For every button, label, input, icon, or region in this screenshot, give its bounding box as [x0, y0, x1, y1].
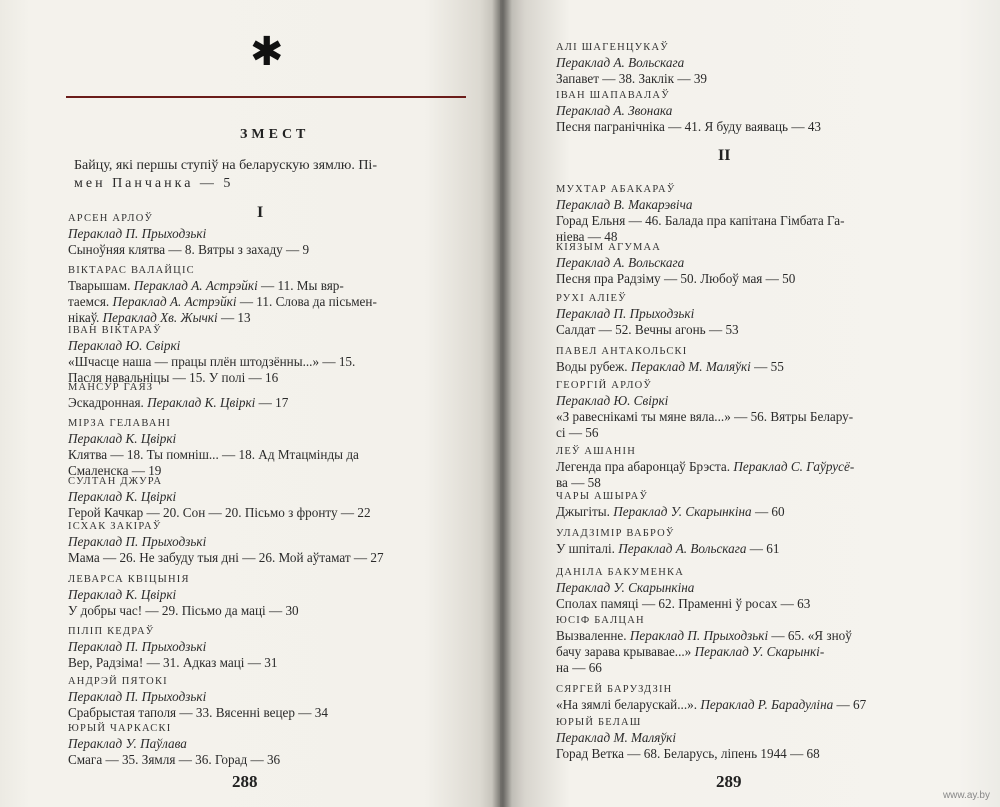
- translator-credit: Пераклад М. Маляўкі: [556, 730, 677, 745]
- toc-line: нікаў. Пераклад Хв. Жычкі — 13: [68, 310, 251, 325]
- toc-line: Джыгіты. Пераклад У. Скарынкіна — 60: [556, 504, 785, 519]
- author-name: ЮРЫЙ БЕЛАШ: [556, 717, 642, 728]
- author-name: ЛЕЎ АШАНІН: [556, 446, 637, 457]
- translator-credit: Пераклад К. Цвіркі: [147, 395, 256, 410]
- author-name: СУЛТАН ДЖУРА: [68, 476, 163, 487]
- contents-heading: ЗМЕСТ: [240, 127, 310, 142]
- toc-line: Воды рубеж. Пераклад М. Маляўкі — 55: [556, 359, 784, 374]
- toc-line: [556, 580, 951, 596]
- toc-line: Сполах памяці — 62. Праменні ў росах — 63: [556, 596, 811, 611]
- toc-entry: [68, 520, 463, 566]
- toc-line: У добры час! — 29. Пісьмо да маці — 30: [68, 603, 299, 618]
- translator-credit: Пераклад У. Скарынкіна: [613, 504, 752, 519]
- toc-line: сі — 56: [556, 425, 599, 440]
- translator-credit: Пераклад С. Гаўрусё-: [733, 459, 855, 474]
- toc-entry: [68, 573, 463, 619]
- book-gutter: [492, 0, 512, 807]
- translator-credit: Пераклад Хв. Жычкі: [102, 310, 218, 325]
- toc-line: [68, 639, 463, 655]
- toc-line: Смаленска — 19: [68, 463, 162, 478]
- page-number-left: 288: [232, 772, 258, 791]
- toc-entry: [556, 89, 951, 135]
- toc-entry: [68, 722, 463, 768]
- toc-line: на — 66: [556, 660, 602, 675]
- author-name: ІВАН ШАПАВАЛАЎ: [556, 90, 670, 101]
- author-name: ІВАН ВІКТАРАЎ: [68, 325, 162, 336]
- author-name: АРСЕН АРЛОЎ: [68, 213, 154, 224]
- author-name: ДАНІЛА БАКУМЕНКА: [556, 567, 684, 578]
- toc-line: Тварышам. Пераклад А. Астрэйкі — 11. Мы вяр-: [68, 278, 344, 293]
- toc-entry: [68, 625, 463, 671]
- author-name: ЧАРЫ АШЫРАЎ: [556, 491, 649, 502]
- toc-entry: [556, 683, 951, 713]
- toc-line: Салдат — 52. Вечны агонь — 53: [556, 322, 739, 337]
- toc-line: Срабрыстая таполя — 33. Вясенні вецер — 34: [68, 705, 328, 720]
- toc-line: Горад Ветка — 68. Беларусь, ліпень 1944 — 68: [556, 746, 820, 761]
- translator-credit: Пераклад П. Прыходзькі: [68, 639, 207, 654]
- author-name: УЛАДЗІМІР ВАБРОЎ: [556, 528, 675, 539]
- toc-line: У шпіталі. Пераклад А. Вольскага — 61: [556, 541, 780, 556]
- translator-credit: Пераклад А. Астрэйкі: [112, 294, 237, 309]
- toc-line: [68, 689, 463, 705]
- author-name: МІРЗА ГЕЛАВАНІ: [68, 418, 172, 429]
- toc-entry: [68, 264, 463, 326]
- translator-credit: Пераклад А. Вольскага: [556, 55, 685, 70]
- toc-line: [556, 255, 951, 271]
- author-name: КІЯЗЫМ АГУМАА: [556, 242, 662, 253]
- translator-credit: Пераклад А. Вольскага: [556, 255, 685, 270]
- translator-credit: Пераклад У. Паўлава: [68, 736, 187, 751]
- toc-entry: [556, 41, 951, 87]
- toc-line: [68, 736, 463, 752]
- toc-line: «Шчасце наша — працы плён штодзённы...» — 15.: [68, 354, 356, 369]
- translator-credit: Пераклад К. Цвіркі: [68, 431, 177, 446]
- translator-credit: Пераклад П. Прыходзькі: [68, 534, 207, 549]
- toc-line: «З равеснікамі ты мяне вяла...» — 56. Вятры Белару-: [556, 409, 854, 424]
- toc-line: Клятва — 18. Ты помніш... — 18. Ад Мтацмінды да: [68, 447, 359, 462]
- toc-line: таемся. Пераклад А. Астрэйкі — 11. Слова да пісьмен-: [68, 294, 377, 309]
- toc-entry: [556, 292, 951, 338]
- translator-credit: Пераклад А. Звонака: [556, 103, 673, 118]
- author-name: ПІЛІП КЕДРАЎ: [68, 626, 155, 637]
- toc-line: [68, 338, 463, 354]
- translator-credit: Пераклад Ю. Свіркі: [68, 338, 181, 353]
- toc-line: Эскадронная. Пераклад К. Цвіркі — 17: [68, 395, 289, 410]
- toc-entry: [68, 324, 463, 386]
- toc-entry: [68, 475, 463, 521]
- translator-credit: Пераклад П. Прыходзькі: [629, 628, 769, 643]
- toc-line: бачу зарава крываваe...» Пераклад У. Скарынкі-: [556, 644, 825, 659]
- toc-line: Сыноўняя клятва — 8. Вятры з захаду — 9: [68, 242, 310, 257]
- author-name: ПАВЕЛ АНТАКОЛЬСКІ: [556, 346, 688, 357]
- author-name: АЛІ ШАГЕНЦУКАЎ: [556, 42, 669, 53]
- right-page: [500, 0, 1000, 807]
- intro-line-2: мен Панчанка — 5: [74, 176, 234, 191]
- toc-entry: [556, 490, 951, 520]
- toc-line: ніева — 48: [556, 229, 618, 244]
- translator-credit: Пераклад А. Астрэйкі: [133, 278, 258, 293]
- intro-entry: [74, 157, 464, 193]
- asterisk-ornament-icon: ✱: [250, 29, 284, 74]
- toc-entry: [556, 445, 951, 491]
- toc-line: [68, 489, 463, 505]
- toc-line: [68, 534, 463, 550]
- translator-credit: Пераклад Р. Барадуліна: [700, 697, 834, 712]
- toc-line: [556, 55, 951, 71]
- toc-line: [556, 103, 951, 119]
- intro-line-1: Байцу, які першы ступіў на беларускую зямлю. Пі-: [74, 158, 377, 173]
- translator-credit: Пераклад К. Цвіркі: [68, 489, 177, 504]
- toc-line: ва — 58: [556, 475, 601, 490]
- toc-entry: [68, 417, 463, 479]
- toc-entry: [68, 212, 463, 258]
- toc-line: [556, 197, 951, 213]
- author-name: ІСХАК ЗАКІРАЎ: [68, 521, 162, 532]
- toc-line: Легенда пра абаронцаў Брэста. Пераклад С. Гаўрусё-: [556, 459, 855, 474]
- translator-credit: Пераклад М. Маляўкі: [630, 359, 751, 374]
- author-name: ЮСІФ БАЛЦАН: [556, 615, 645, 626]
- toc-entry: [556, 716, 951, 762]
- author-name: ЮРЫЙ ЧАРКАСКІ: [68, 723, 172, 734]
- toc-entry: [556, 527, 951, 557]
- toc-line: [68, 587, 463, 603]
- author-name: ВІКТАРАС ВАЛАЙЦІС: [68, 265, 195, 276]
- toc-line: [556, 306, 951, 322]
- translator-credit: Пераклад П. Прыходзькі: [68, 689, 207, 704]
- toc-entry: [556, 345, 951, 375]
- toc-line: Запавет — 38. Заклік — 39: [556, 71, 708, 86]
- author-name: ГЕОРГІЙ АРЛОЎ: [556, 380, 653, 391]
- toc-line: [68, 431, 463, 447]
- toc-line: [556, 393, 951, 409]
- translator-credit: Пераклад У. Скарынкі-: [694, 644, 825, 659]
- watermark: www.ay.by: [942, 790, 990, 801]
- toc-line: Горад Ельня — 46. Балада пра капітана Гімбата Га-: [556, 213, 845, 228]
- toc-line: Пасля навальніцы — 15. У полі — 16: [68, 370, 279, 385]
- toc-line: Вызваленне. Пераклад П. Прыходзькі — 65. «Я зноў: [556, 628, 852, 643]
- page-number-right: 289: [716, 772, 742, 791]
- translator-credit: Пераклад Ю. Свіркі: [556, 393, 669, 408]
- author-name: СЯРГЕЙ БАРУЗДЗІН: [556, 684, 673, 695]
- translator-credit: Пераклад У. Скарынкіна: [556, 580, 695, 595]
- toc-line: «На зямлі беларускай...». Пераклад Р. Барадуліна — 67: [556, 697, 867, 712]
- author-name: АНДРЭЙ ПЯТОКІ: [68, 676, 168, 687]
- toc-line: Смага — 35. Зямля — 36. Горад — 36: [68, 752, 281, 767]
- toc-entry: [556, 183, 951, 245]
- toc-entry: [68, 675, 463, 721]
- toc-entry: [556, 379, 951, 441]
- section-marker-i: I: [257, 204, 264, 221]
- translator-credit: Пераклад В. Макарэвіча: [556, 197, 693, 212]
- toc-entry: [68, 381, 463, 411]
- toc-line: Мама — 26. Не забуду тыя дні — 26. Мой аўтамат — 27: [68, 550, 384, 565]
- toc-line: [68, 226, 463, 242]
- translator-credit: Пераклад А. Вольскага: [618, 541, 747, 556]
- author-name: МУХТАР АБАКАРАЎ: [556, 184, 676, 195]
- toc-entry: [556, 614, 951, 676]
- toc-line: Песня пра Радзіму — 50. Любоў мая — 50: [556, 271, 796, 286]
- toc-entry: [556, 566, 951, 612]
- decorative-rule: [66, 96, 466, 98]
- toc-line: Герой Качкар — 20. Сон — 20. Пісьмо з фронту — 22: [68, 505, 371, 520]
- toc-line: [556, 730, 951, 746]
- toc-entry: [556, 241, 951, 287]
- translator-credit: Пераклад П. Прыходзькі: [68, 226, 207, 241]
- toc-line: Вер, Радзіма! — 31. Адказ маці — 31: [68, 655, 278, 670]
- author-name: МАНСУР ГАЯЗ: [68, 382, 154, 393]
- toc-line: Песня пагранічніка — 41. Я буду ваяваць — 43: [556, 119, 822, 134]
- author-name: ЛЕВАРСА КВІЦЫНІЯ: [68, 574, 190, 585]
- author-name: РУХІ АЛІЕЎ: [556, 293, 627, 304]
- section-marker-ii: II: [718, 147, 731, 164]
- translator-credit: Пераклад П. Прыходзькі: [556, 306, 695, 321]
- translator-credit: Пераклад К. Цвіркі: [68, 587, 177, 602]
